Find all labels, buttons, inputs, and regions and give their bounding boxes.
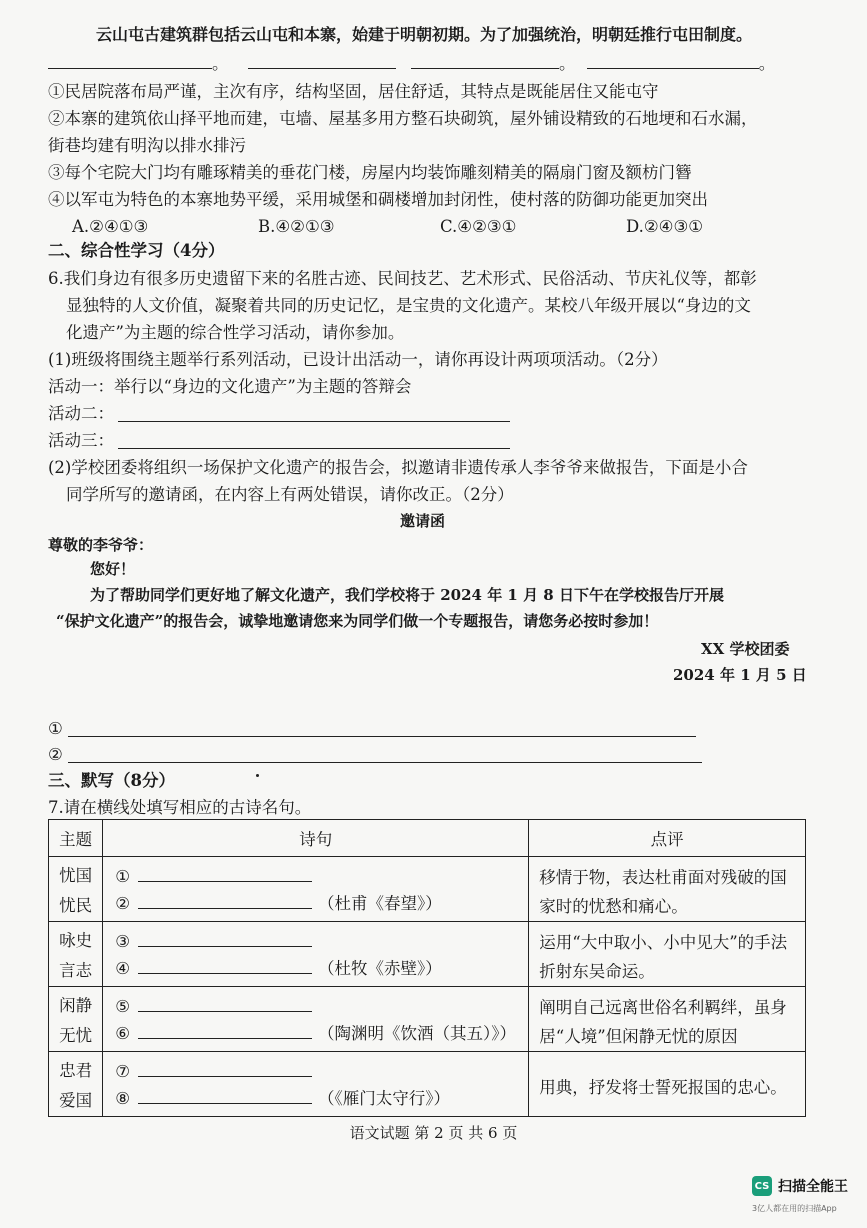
option-b[interactable]: B.④②①③: [258, 217, 335, 236]
item-3: ③每个宅院大门均有雕琢精美的垂花门楼，房屋内均装饰雕刻精美的隔扇门窗及额枋门簪: [48, 163, 692, 182]
poem-source: （杜牧《赤壁》）: [318, 959, 442, 978]
poem-source: （陶渊明《饮酒（其五）》）: [318, 1024, 517, 1043]
theme-line: 无忧: [59, 1026, 93, 1045]
intro-sentence: 云山屯古建筑群包括云山屯和本寨，始建于明朝初期。为了加强统治，明朝廷推行屯田制度。: [96, 25, 753, 44]
answer-1-line[interactable]: [68, 736, 696, 737]
blank-mark: ⑧: [115, 1089, 131, 1108]
header-comment: 点评: [529, 820, 806, 857]
blanks-row: [48, 52, 775, 75]
poem-blank[interactable]: [138, 994, 312, 1012]
letter-greeting: 您好！: [90, 560, 136, 578]
activity-1: 活动一：举行以“身边的文化遗产”为主题的答辩会: [48, 377, 412, 396]
poem-blank-line[interactable]: [103, 1058, 528, 1085]
comment-cell: 运用“大中取小、小中见大”的手法折射东吴命运。: [529, 922, 806, 987]
table-row: [49, 1052, 806, 1117]
theme-line: 忧民: [59, 896, 93, 915]
letter-salutation: 尊敬的李爷爷：: [48, 536, 154, 554]
blank-3[interactable]: [411, 52, 559, 69]
stop-1: 。: [212, 54, 229, 73]
theme-line: 忠君: [59, 1061, 93, 1080]
poem-blank[interactable]: [138, 864, 312, 882]
scanner-tagline: 3亿人都在用的扫描App: [752, 1204, 837, 1213]
theme-cell: [49, 987, 103, 1052]
item-1: ①民居院落布局严谨，主次有序，结构坚固，居住舒适，其特点是既能居住又能屯守: [48, 82, 659, 101]
theme-line: 忧国: [59, 866, 93, 885]
blank-mark: ⑤: [115, 997, 131, 1016]
poem-cell: [103, 922, 529, 987]
poem-blank[interactable]: [138, 1021, 312, 1039]
poem-blank-line[interactable]: [103, 1085, 528, 1112]
header-poem: 诗句: [103, 820, 529, 857]
blank-1[interactable]: [48, 52, 212, 69]
theme-line: 闲静: [59, 996, 93, 1015]
blank-mark: ⑦: [115, 1062, 131, 1081]
answer-2-line[interactable]: [68, 762, 702, 763]
theme-line: 咏史: [59, 931, 93, 950]
activity-3-answer-line[interactable]: [118, 448, 510, 449]
letter-signature: XX 学校团委: [701, 640, 790, 658]
answer-2-mark: ②: [48, 745, 63, 764]
section-3-heading: 三、默写（8分）: [48, 771, 175, 790]
blank-mark: ①: [115, 867, 131, 886]
header-theme: 主题: [49, 820, 103, 857]
poem-blank-line[interactable]: [103, 955, 528, 982]
poem-source: （杜甫《春望》）: [318, 894, 442, 913]
speck-dot: [256, 774, 259, 777]
q6-sub-2-line-2: 同学所写的邀请函，在内容上有两处错误，请你改正。（2分）: [66, 485, 514, 504]
comment-cell: 用典，抒发将士誓死报国的忠心。: [529, 1052, 806, 1117]
poem-blank-line[interactable]: [103, 890, 528, 917]
activity-2-label: 活动二：: [48, 404, 114, 423]
poem-cell: [103, 1052, 529, 1117]
blank-4[interactable]: [587, 52, 759, 69]
comment-cell: 阐明自己远离世俗名利羁绊，虽身居“人境”但闲静无忧的原因: [529, 987, 806, 1052]
poem-source: （《雁门太守行》）: [318, 1089, 451, 1108]
poem-blank[interactable]: [138, 1086, 312, 1104]
option-d[interactable]: D.②④③①: [626, 217, 704, 236]
stop-2: 。: [559, 54, 576, 73]
q6-sub-2-line-1: (2)学校团委将组织一场保护文化遗产的报告会，拟邀请非遗传承人李爷爷来做报告，下面是小合: [48, 458, 748, 477]
section-2-heading: 二、综合性学习（4分）: [48, 241, 225, 260]
activity-2-answer-line[interactable]: [118, 421, 510, 422]
table-row: [49, 857, 806, 922]
poem-table: [48, 819, 806, 1117]
theme-line: 言志: [59, 961, 93, 980]
scanner-logo-icon: CS: [752, 1176, 772, 1196]
scanner-badge: [752, 1176, 848, 1196]
answer-1-mark: ①: [48, 719, 63, 738]
q6-sub-1: (1)班级将围绕主题举行系列活动，已设计出活动一，请你再设计两项项活动。（2分）: [48, 350, 668, 369]
q6-line-2: 显独特的人文价值，凝聚着共同的历史记忆，是宝贵的文化遗产。某校八年级开展以“身边的文: [66, 296, 751, 315]
poem-blank-line[interactable]: [103, 928, 528, 955]
poem-cell: [103, 987, 529, 1052]
blank-mark: ②: [115, 894, 131, 913]
letter-title: 邀请函: [400, 512, 446, 530]
blank-mark: ④: [115, 959, 131, 978]
activity-3-label: 活动三：: [48, 431, 114, 450]
theme-cell: [49, 922, 103, 987]
q6-line-3: 化遗产”为主题的综合性学习活动，请你参加。: [66, 323, 405, 342]
theme-line: 爱国: [59, 1091, 93, 1110]
poem-blank[interactable]: [138, 956, 312, 974]
table-row: [49, 922, 806, 987]
option-a[interactable]: A.②④①③: [72, 217, 149, 236]
letter-body-1: 为了帮助同学们更好地了解文化遗产，我们学校将于 2024 年 1 月 8 日下午在学校报告厅开展: [90, 586, 724, 604]
blank-2[interactable]: [248, 52, 396, 69]
item-2: ②本寨的建筑依山择平地而建，屯墙、屋基多用方整石块砌筑，屋外铺设精致的石地埂和石水漏，: [48, 109, 758, 128]
scanner-name: 扫描全能王: [778, 1179, 848, 1195]
q7-prompt: 7.请在横线处填写相应的古诗名句。: [48, 798, 312, 817]
option-c[interactable]: C.④②③①: [440, 217, 517, 236]
poem-blank-line[interactable]: [103, 1020, 528, 1047]
page-footer: 语文试题 第 2 页 共 6 页: [349, 1124, 518, 1142]
poem-blank[interactable]: [138, 1059, 312, 1077]
item-2-cont: 街巷均建有明沟以排水排污: [48, 136, 246, 155]
letter-body-2: “保护文化遗产”的报告会，诚挚地邀请您来为同学们做一个专题报告，请您务必按时参加！: [56, 612, 659, 630]
blank-mark: ⑥: [115, 1024, 131, 1043]
poem-cell: [103, 857, 529, 922]
letter-date: 2024 年 1 月 5 日: [673, 666, 807, 684]
q6-line-1: 6.我们身边有很多历史遗留下来的名胜古迹、民间技艺、艺术形式、民俗活动、节庆礼仪等，都彰: [48, 269, 757, 288]
stop-3: 。: [758, 54, 776, 73]
poem-blank[interactable]: [138, 929, 312, 947]
table-header-row: [49, 820, 806, 857]
table-row: [49, 987, 806, 1052]
theme-cell: [49, 1052, 103, 1117]
blank-mark: ③: [115, 932, 131, 951]
item-4: ④以军屯为特色的本寨地势平缓，采用城堡和碉楼增加封闭性，使村落的防御功能更加突出: [48, 190, 708, 209]
poem-blank-line[interactable]: [103, 863, 528, 890]
poem-blank-line[interactable]: [103, 993, 528, 1020]
theme-cell: [49, 857, 103, 922]
poem-blank[interactable]: [138, 891, 312, 909]
comment-cell: 移情于物，表达杜甫面对残破的国家时的忧愁和痛心。: [529, 857, 806, 922]
